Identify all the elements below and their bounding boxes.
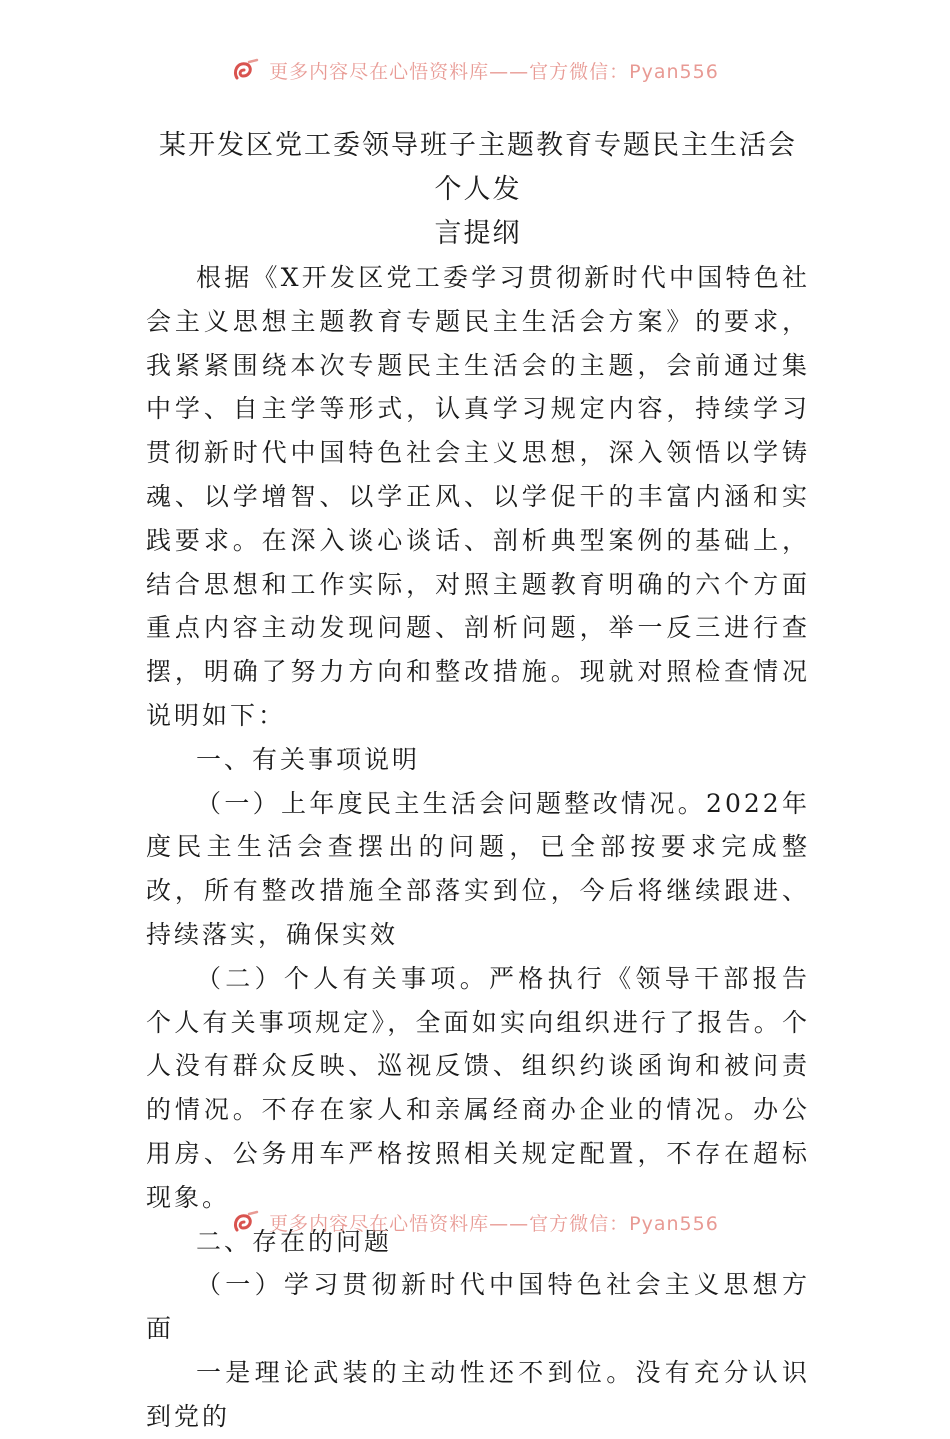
footer-watermark xyxy=(0,1204,950,1240)
document-body xyxy=(146,124,810,1439)
watermark-text: 更多内容尽在心悟资料库——官方微信：Pyan556 xyxy=(269,60,719,83)
title-line-2: 言提纲 xyxy=(434,218,522,249)
paragraph-rectification: （一）上年度民主生活会问题整改情况。2022年度民主生活会查摆出的问题，已全部按要求完成整改，所有整改措施全部落实到位，今后将继续跟进、持续落实，确保实效 xyxy=(146,788,810,949)
section-heading-1: 一、有关事项说明 xyxy=(196,744,421,774)
paragraph-point-one: 一是理论武装的主动性还不到位。没有充分认识到党的 xyxy=(146,1357,810,1431)
document-title xyxy=(146,124,810,256)
section-heading-2: 二、存在的问题 xyxy=(196,1226,393,1256)
subsection-heading-1: （一）学习贯彻新时代中国特色社会主义思想方面 xyxy=(146,1270,810,1344)
title-line-1: 某开发区党工委领导班子主题教育专题民主生活会个人发 xyxy=(159,130,797,205)
watermark-text: 更多内容尽在心悟资料库——官方微信：Pyan556 xyxy=(269,1212,719,1235)
header-watermark xyxy=(0,52,950,88)
intro-paragraph: 根据《X开发区党工委学习贯彻新时代中国特色社会主义思想主题教育专题民主生活会方案》的要求，我紧紧围绕本次专题民主生活会的主题，会前通过集中学、自主学等形式，认真学习规定内容，持续学习贯彻新时代中国特色社会主义思想，深入领悟以学铸魂、以学增智、以学正风、以学促干的丰富内涵和实践要求。在深入谈心谈话、剖析典型案例的基础上，结合思想和工作实际，对照主题教育明确的六个方面重点内容主动发现问题、剖析问题，举一反三进行查摆，明确了努力方向和整改措施。现就对照检查情况说明如下： xyxy=(146,263,810,730)
paragraph-personal-matters: （二）个人有关事项。严格执行《领导干部报告个人有关事项规定》，全面如实向组织进行了报告。个人没有群众反映、巡视反馈、组织约谈函询和被问责的情况。不存在家人和亲属经商办企业的情况。办公用房、公务用车严格按照相关规定配置，不存在超标现象。 xyxy=(146,963,810,1212)
brand-logo-icon xyxy=(231,58,261,82)
brand-logo-icon xyxy=(231,1210,261,1234)
